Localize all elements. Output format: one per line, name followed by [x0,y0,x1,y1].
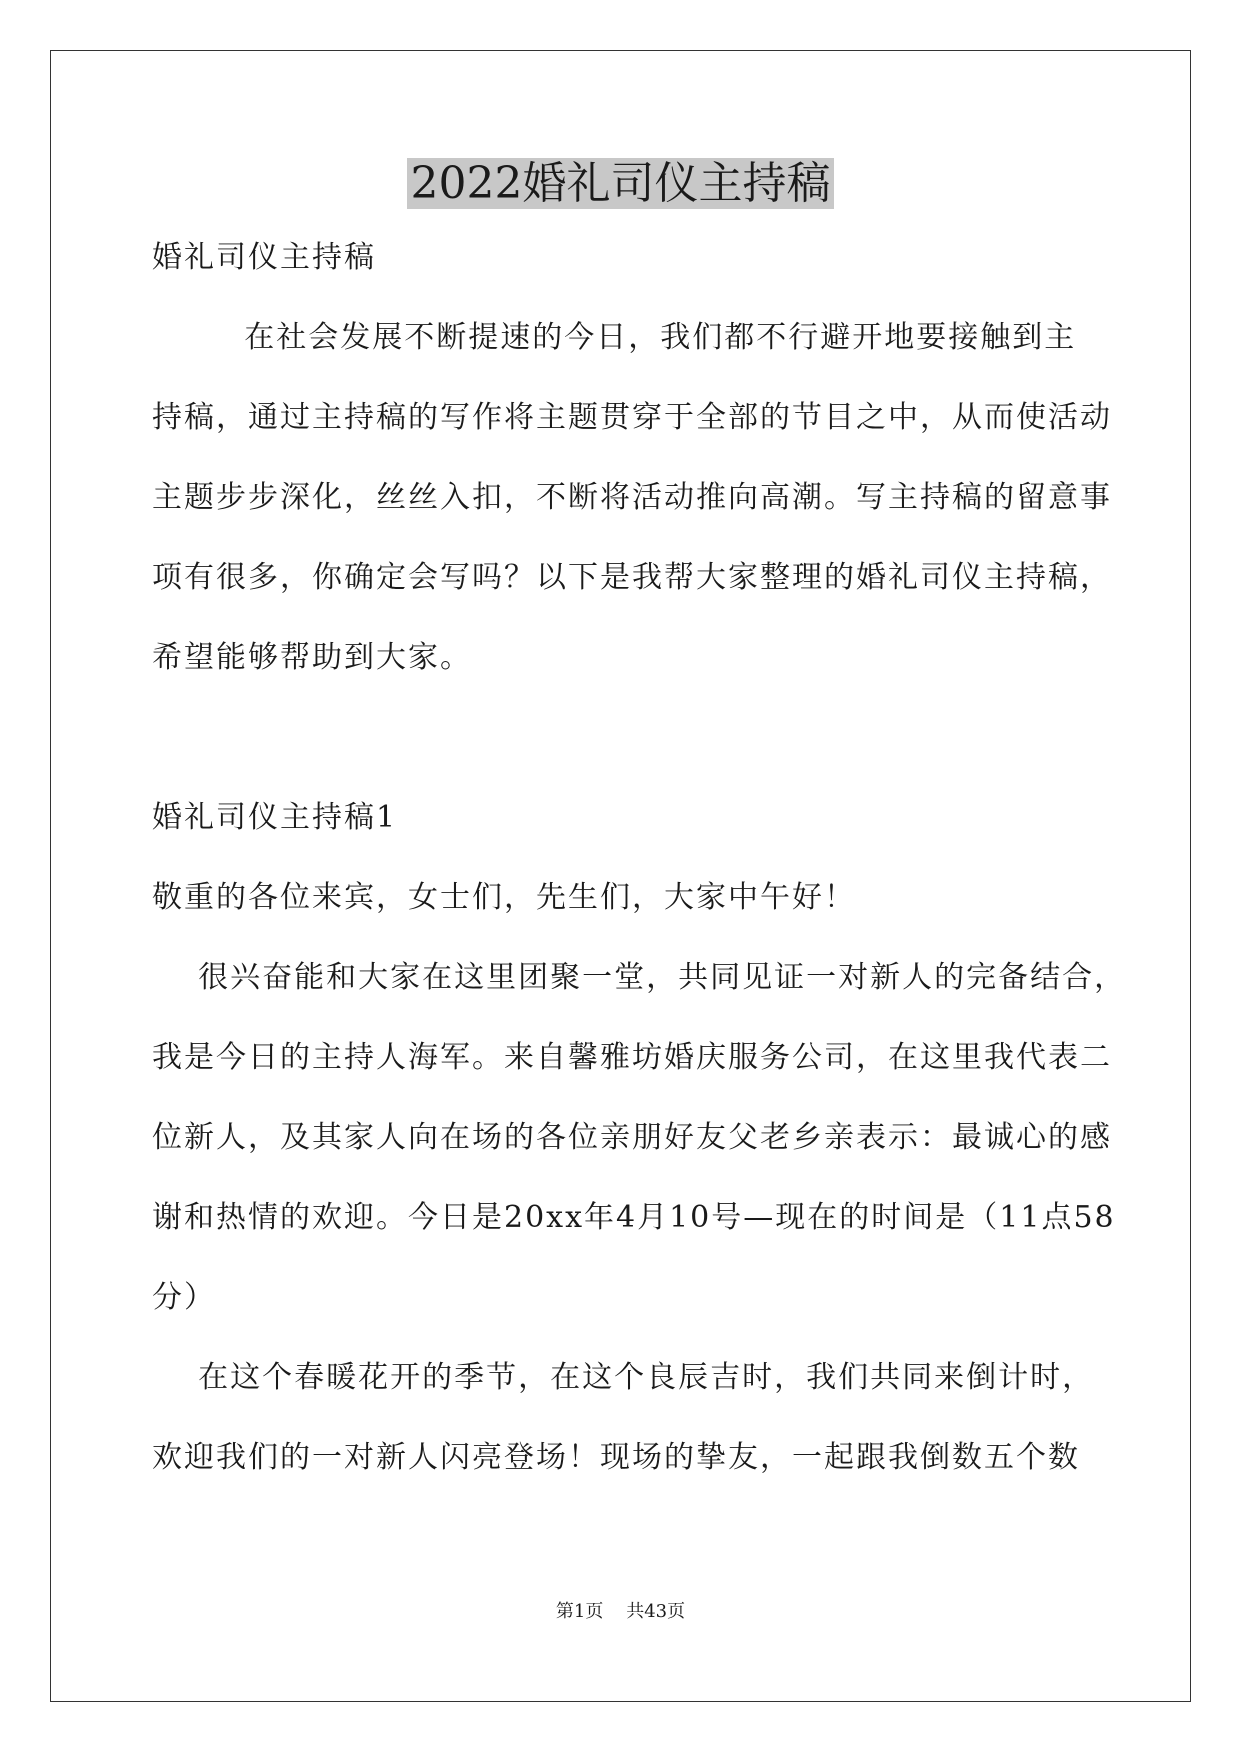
body-line: 谢和热情的欢迎。今日是20xx年4月10号—现在的时间是（11点58 [152,1200,1116,1235]
body-line: 位新人，及其家人向在场的各位亲朋好友父老乡亲表示：最诚心的感 [152,1120,1112,1155]
section-heading: 婚礼司仪主持稿1 [152,800,398,835]
document-title-text: 2022婚礼司仪主持稿 [407,158,835,209]
body-line: 希望能够帮助到大家。 [152,640,472,675]
body-line: 分） [152,1280,216,1315]
body-line: 婚礼司仪主持稿 [152,240,376,275]
blank-line [152,698,1092,778]
document-body [152,218,1127,1498]
body-line: 项有很多，你确定会写吗？以下是我帮大家整理的婚礼司仪主持稿， [152,560,1112,595]
document-title [0,152,1241,216]
body-line: 很兴奋能和大家在这里团聚一堂，共同见证一对新人的完备结合， [152,960,1127,995]
page-number: 第1页 共43页 [555,1601,686,1622]
body-line: 在社会发展不断提速的今日，我们都不行避开地要接触到主 [152,320,1077,355]
body-line: 在这个春暖花开的季节，在这个良辰吉时，我们共同来倒计时， [152,1360,1095,1395]
body-line: 敬重的各位来宾，女士们，先生们，大家中午好！ [152,880,856,915]
page-footer [0,1600,1241,1624]
body-line: 主题步步深化，丝丝入扣，不断将活动推向高潮。写主持稿的留意事 [152,480,1112,515]
body-line: 我是今日的主持人海军。来自馨雅坊婚庆服务公司，在这里我代表二 [152,1040,1112,1075]
body-line: 欢迎我们的一对新人闪亮登场！现场的挚友，一起跟我倒数五个数 [152,1440,1080,1475]
body-line: 持稿，通过主持稿的写作将主题贯穿于全部的节目之中，从而使活动 [152,400,1112,435]
